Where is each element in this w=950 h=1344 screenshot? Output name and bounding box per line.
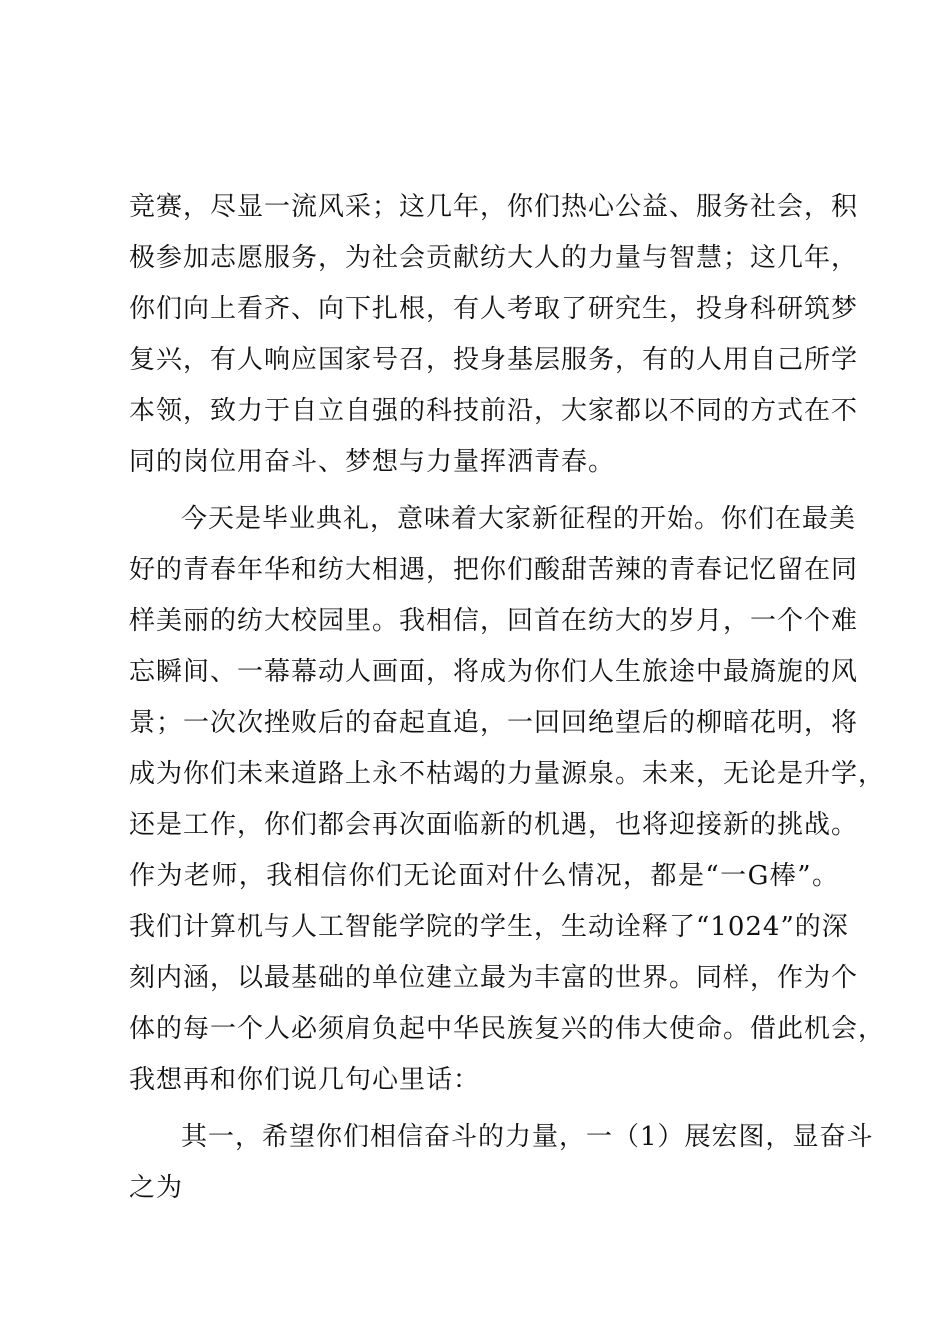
- text-line: 忘瞬间、一幕幕动人画面，将成为你们人生旅途中最旖旎的风: [129, 657, 859, 687]
- paragraph-2: [129, 494, 886, 1106]
- text-line: 竞赛，尽显一流风采；这几年，你们热心公益、服务社会，积: [129, 192, 859, 222]
- text-line: 复兴，有人响应国家号召，投身基层服务，有的人用自己所学: [129, 345, 859, 375]
- text-line: 作为老师，我相信你们无论面对什么情况，都是“一G棒”。: [129, 861, 839, 891]
- text-line: 景；一次次挫败后的奋起直追，一回回绝望后的柳暗花明，将: [129, 708, 859, 738]
- text-line: 本领，致力于自立自强的科技前沿，大家都以不同的方式在不: [129, 396, 859, 426]
- paragraph-3: [129, 1112, 874, 1214]
- text-line: 样美丽的纺大校园里。我相信，回首在纺大的岁月，一个个难: [129, 606, 859, 636]
- text-line: 还是工作，你们都会再次面临新的机遇，也将迎接新的挑战。: [129, 810, 859, 840]
- text-line: 今天是毕业典礼，意味着大家新征程的开始。你们在最美: [181, 504, 857, 534]
- text-line: 之为: [129, 1173, 184, 1203]
- text-line: 你们向上看齐、向下扎根，有人考取了研究生，投身科研筑梦: [129, 294, 859, 324]
- text-line: 成为你们未来道路上永不枯竭的力量源泉。未来，无论是升学，: [129, 759, 886, 789]
- text-line: 我们计算机与人工智能学院的学生，生动诠释了“1024”的深: [129, 912, 849, 942]
- text-line: 同的岗位用奋斗、梦想与力量挥洒青春。: [129, 447, 616, 477]
- text-line: 极参加志愿服务，为社会贡献纺大人的力量与智慧；这几年，: [129, 243, 859, 273]
- text-line: 好的青春年华和纺大相遇，把你们酸甜苦辣的青春记忆留在同: [129, 555, 859, 585]
- document-body: [129, 182, 886, 1214]
- paragraph-1: [129, 182, 859, 488]
- text-line: 我想再和你们说几句心里话：: [129, 1065, 481, 1095]
- text-line: 其一，希望你们相信奋斗的力量，一（1）展宏图，显奋斗: [181, 1122, 874, 1152]
- text-line: 刻内涵，以最基础的单位建立最为丰富的世界。同样，作为个: [129, 963, 859, 993]
- text-line: 体的每一个人必须肩负起中华民族复兴的伟大使命。借此机会，: [129, 1014, 886, 1044]
